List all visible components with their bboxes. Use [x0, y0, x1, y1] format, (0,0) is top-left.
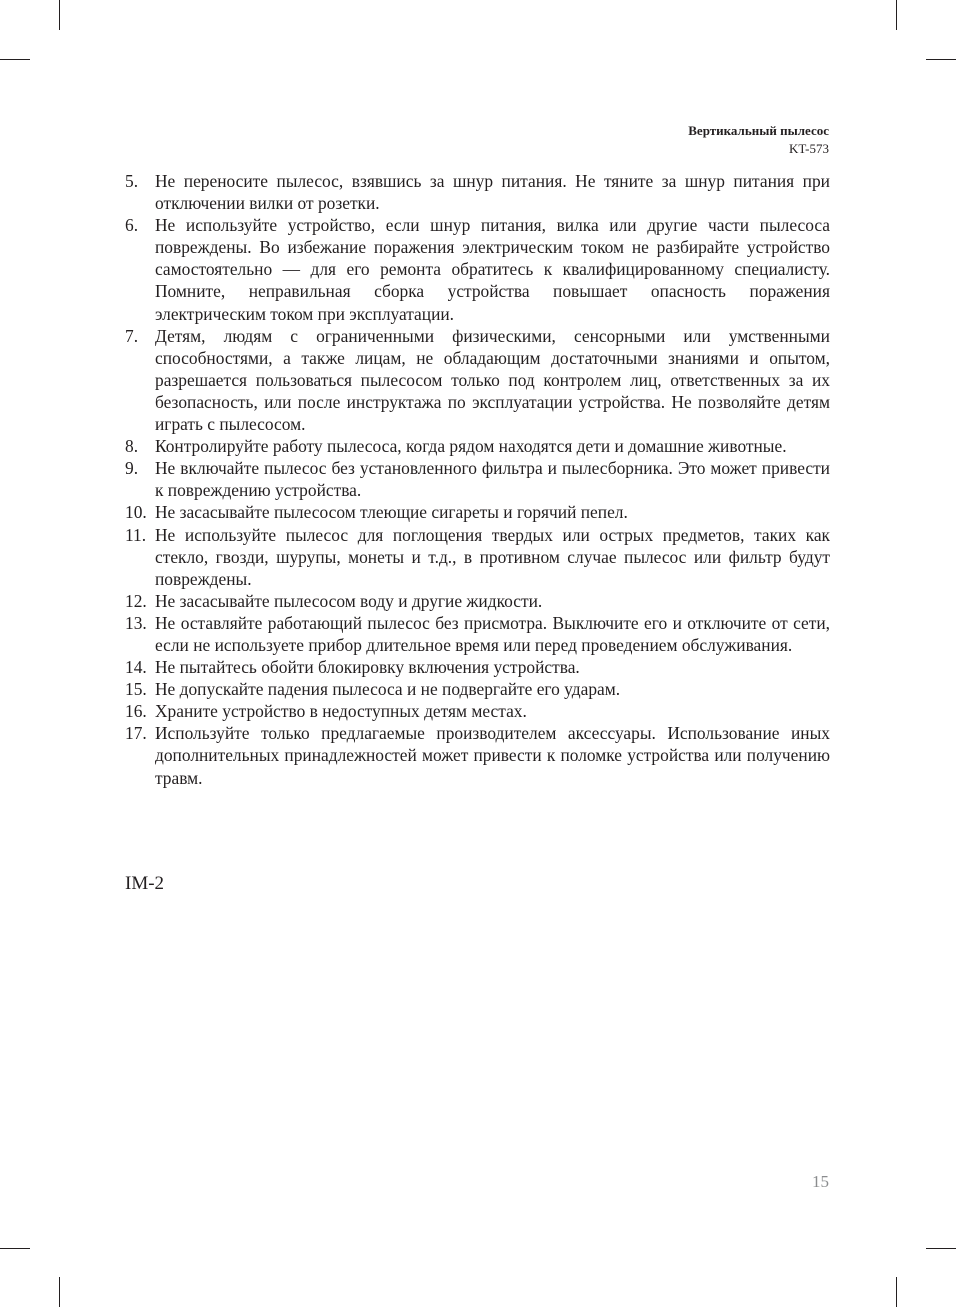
item-number: 6.	[125, 215, 139, 236]
item-text: Не засасывайте пылесосом тлеющие сигареты и горячий пепел.	[155, 502, 628, 523]
list-item	[125, 656, 830, 678]
list-item	[125, 501, 830, 523]
list-item	[125, 612, 830, 656]
item-number: 16.	[125, 701, 147, 722]
crop-mark	[0, 1248, 30, 1249]
document-code: IM-2	[125, 873, 165, 894]
crop-mark	[926, 1248, 956, 1249]
item-text: Контролируйте работу пылесоса, когда рядом находятся дети и домашние животные.	[155, 436, 787, 457]
list-item	[125, 170, 830, 214]
item-text: Не используйте пылесос для поглощения твердых или острых предметов, таких как стекло, гвозди, шурупы, монеты и т.д., в противном случае пылесос или фильтр будут повреждены.	[155, 524, 830, 589]
item-number: 10.	[125, 502, 147, 523]
list-item	[125, 435, 830, 457]
item-number: 7.	[125, 325, 139, 346]
item-number: 13.	[125, 612, 147, 633]
crop-mark	[0, 59, 30, 60]
item-text: Не оставляйте работающий пылесос без присмотра. Выключите его и отключите от сети, если не используете прибор длительное время или перед проведением обслуживания.	[155, 612, 830, 655]
item-text: Детям, людям с ограниченными физическими, сенсорными или умственными способностями, а также лицам, не обладающим достаточными знаниями и опытом, разрешается пользоваться пылесосом только под контролем лиц, ответственных за их безопасность, или после инструктажа по эксплуатации устройства. Не позволяйте детям играть с пылесосом.	[155, 325, 830, 435]
list-item	[125, 700, 830, 722]
item-number: 15.	[125, 679, 147, 700]
crop-mark	[896, 1277, 897, 1307]
crop-mark	[59, 1277, 60, 1307]
crop-mark	[59, 0, 60, 30]
item-text: Не включайте пылесос без установленного фильтра и пылесборника. Это может привести к повреждению устройства.	[155, 458, 830, 501]
crop-mark	[926, 59, 956, 60]
item-number: 9.	[125, 458, 139, 479]
item-text: Не допускайте падения пылесоса и не подвергайте его ударам.	[155, 679, 621, 700]
list-item	[125, 457, 830, 501]
item-number: 11.	[125, 524, 147, 545]
product-model: KT-573	[789, 141, 829, 156]
item-text: Не засасывайте пылесосом воду и другие жидкости.	[155, 590, 543, 611]
crop-mark	[896, 0, 897, 30]
page-number: 15	[812, 1172, 829, 1191]
product-title: Вертикальный пылесос	[688, 123, 829, 138]
item-number: 12.	[125, 590, 147, 611]
item-text: Не используйте устройство, если шнур питания, вилка или другие части пылесоса повреждены. Во избежание поражения электрическим током не разбирайте устройство самостоятельно — для его ремонта обратитесь к квалифицированному специалисту. Помните, неправильная сборка устройства повышает опасность поражения электрическим током при эксплуатации.	[155, 215, 830, 324]
item-number: 5.	[125, 171, 139, 191]
running-header	[688, 122, 829, 158]
item-text: Не переносите пылесос, взявшись за шнур питания. Не тяните за шнур питания при отключении вилки от розетки.	[155, 171, 830, 214]
list-item	[125, 722, 830, 788]
item-number: 14.	[125, 657, 147, 678]
item-text: Не пытайтесь обойти блокировку включения устройства.	[155, 657, 580, 678]
list-item	[125, 678, 830, 700]
safety-instructions-list	[125, 170, 830, 789]
item-number: 8.	[125, 436, 139, 457]
list-item	[125, 590, 830, 612]
list-item	[125, 524, 830, 590]
list-item	[125, 325, 830, 435]
item-text: Храните устройство в недоступных детям местах.	[155, 701, 527, 722]
item-number: 17.	[125, 723, 147, 744]
list-item	[125, 214, 830, 324]
item-text: Используйте только предлагаемые производителем аксессуары. Использование иных дополнительных принадлежностей может привести к поломке устройства или получению травм.	[155, 723, 830, 788]
